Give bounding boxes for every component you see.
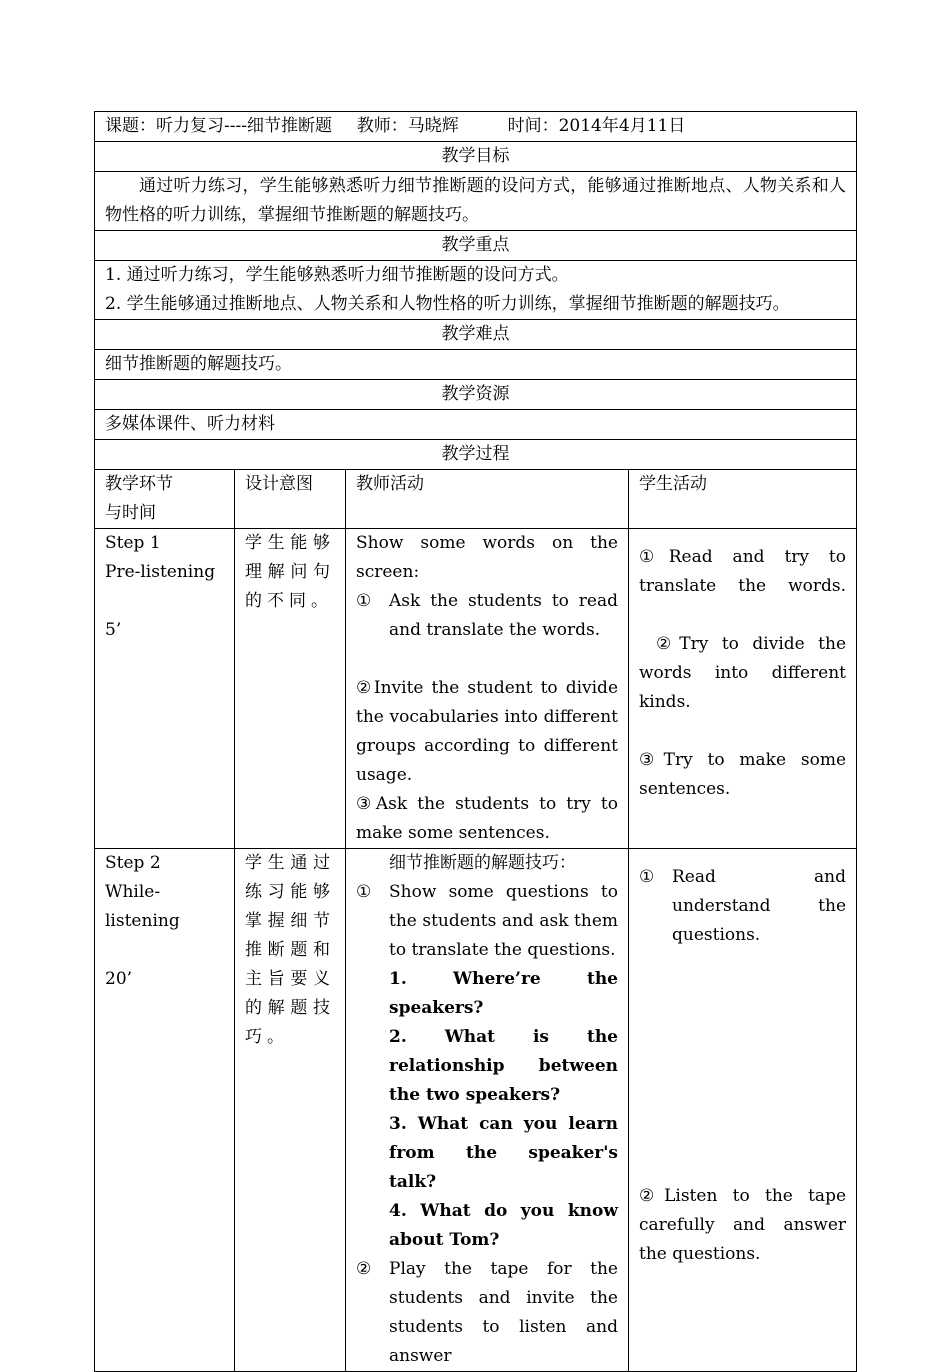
student-activity <box>629 529 857 849</box>
question-item: 2. What is the relationship between the two speakers? <box>389 1027 618 1105</box>
step-time: 5’ <box>105 620 122 640</box>
teacher-activity <box>346 849 629 1372</box>
teacher-name: 马晓辉 <box>407 116 459 136</box>
item-text: Read and understand the questions. <box>672 867 847 945</box>
lesson-plan-table <box>94 111 857 1372</box>
item-marker: ① <box>639 867 655 887</box>
resources-text: 多媒体课件、听力材料 <box>95 410 857 440</box>
question-item: 4. What do you know about Tom? <box>389 1201 618 1250</box>
student-activity-item <box>639 863 846 950</box>
header-cell <box>95 112 857 142</box>
item-marker: ② <box>356 1259 372 1279</box>
process-heading: 教学过程 <box>95 440 857 470</box>
step-cell <box>95 529 235 849</box>
item-marker: ① <box>356 591 372 611</box>
header-row <box>95 112 857 142</box>
item-text: Play the tape for the students and invite the students to listen and answer <box>389 1259 618 1366</box>
step-phase: Pre-listening <box>105 562 216 582</box>
question-item: 1. Where’re the speakers? <box>389 969 618 1018</box>
date: 2014年4月11日 <box>558 116 686 136</box>
step-row <box>95 529 857 849</box>
question-item: 3. What can you learn from the speaker's talk? <box>389 1114 618 1192</box>
teacher-activity-item <box>356 1255 618 1371</box>
item-text: Ask the students to read and translate the words. <box>389 591 618 640</box>
item-marker: ① <box>356 882 372 902</box>
step-intent: 学生通过练习能够掌握细节推断题和主旨要义的解题技巧。 <box>235 849 346 1372</box>
topic-label: 课题： <box>105 116 156 136</box>
column-header-stage <box>95 470 235 529</box>
step-label: Step 2 <box>105 853 161 873</box>
teacher-activity-item <box>356 878 618 965</box>
key-points-heading: 教学重点 <box>95 231 857 261</box>
column-header-teacher: 教师活动 <box>346 470 629 529</box>
step-label: Step 1 <box>105 533 161 553</box>
difficulties-text: 细节推断题的解题技巧。 <box>95 350 857 380</box>
item-text: ①Read and try to translate the words. <box>639 547 847 596</box>
item-text: Show some questions to the students and ask them to translate the questions. <box>389 882 618 960</box>
step-phase: While-listening <box>105 882 180 931</box>
teacher-intro: 细节推断题的解题技巧： <box>389 853 576 873</box>
lesson-plan <box>94 111 856 1372</box>
student-activity <box>629 849 857 1372</box>
resources-heading: 教学资源 <box>95 380 857 410</box>
teacher-activity-item: ③Ask the students to try to make some sentences. <box>356 794 618 843</box>
process-column-headers <box>95 470 857 529</box>
date-label: 时间： <box>507 116 559 136</box>
student-activity-item <box>639 543 846 601</box>
teacher-activity <box>346 529 629 849</box>
column-header-intent: 设计意图 <box>235 470 346 529</box>
student-activity-item: ②Try to divide the words into different kinds. <box>639 634 847 712</box>
step-time: 20’ <box>105 969 133 989</box>
column-header-stage-line1: 教学环节 <box>105 474 173 494</box>
column-header-stage-line2: 与时间 <box>105 503 156 523</box>
key-point-item: 2. 学生能够通过推断地点、人物关系和人物性格的听力训练，掌握细节推断题的解题技巧。 <box>105 294 790 314</box>
teacher-activity-item <box>356 587 618 645</box>
difficulties-heading: 教学难点 <box>95 320 857 350</box>
step-row <box>95 849 857 1372</box>
key-points-cell <box>95 261 857 320</box>
student-activity-item: ②Listen to the tape carefully and answer the questions. <box>639 1186 847 1264</box>
topic: 听力复习----细节推断题 <box>156 116 332 136</box>
teacher-intro: Show some words on the screen: <box>356 533 618 582</box>
teacher-label: 教师： <box>356 116 408 136</box>
objectives-text: 通过听力练习，学生能够熟悉听力细节推断题的设问方式，能够通过推断地点、人物关系和人物性格的听力训练，掌握细节推断题的解题技巧。 <box>95 172 857 231</box>
objectives-heading: 教学目标 <box>95 142 857 172</box>
key-point-item: 1. 通过听力练习，学生能够熟悉听力细节推断题的设问方式。 <box>105 265 569 285</box>
teacher-activity-item: ②Invite the student to divide the vocabularies into different groups according to different usage. <box>356 678 618 785</box>
column-header-student: 学生活动 <box>629 470 857 529</box>
step-intent: 学生能够理解问句的不同。 <box>235 529 346 849</box>
step-cell <box>95 849 235 1372</box>
student-activity-item: ③Try to make some sentences. <box>639 750 847 799</box>
